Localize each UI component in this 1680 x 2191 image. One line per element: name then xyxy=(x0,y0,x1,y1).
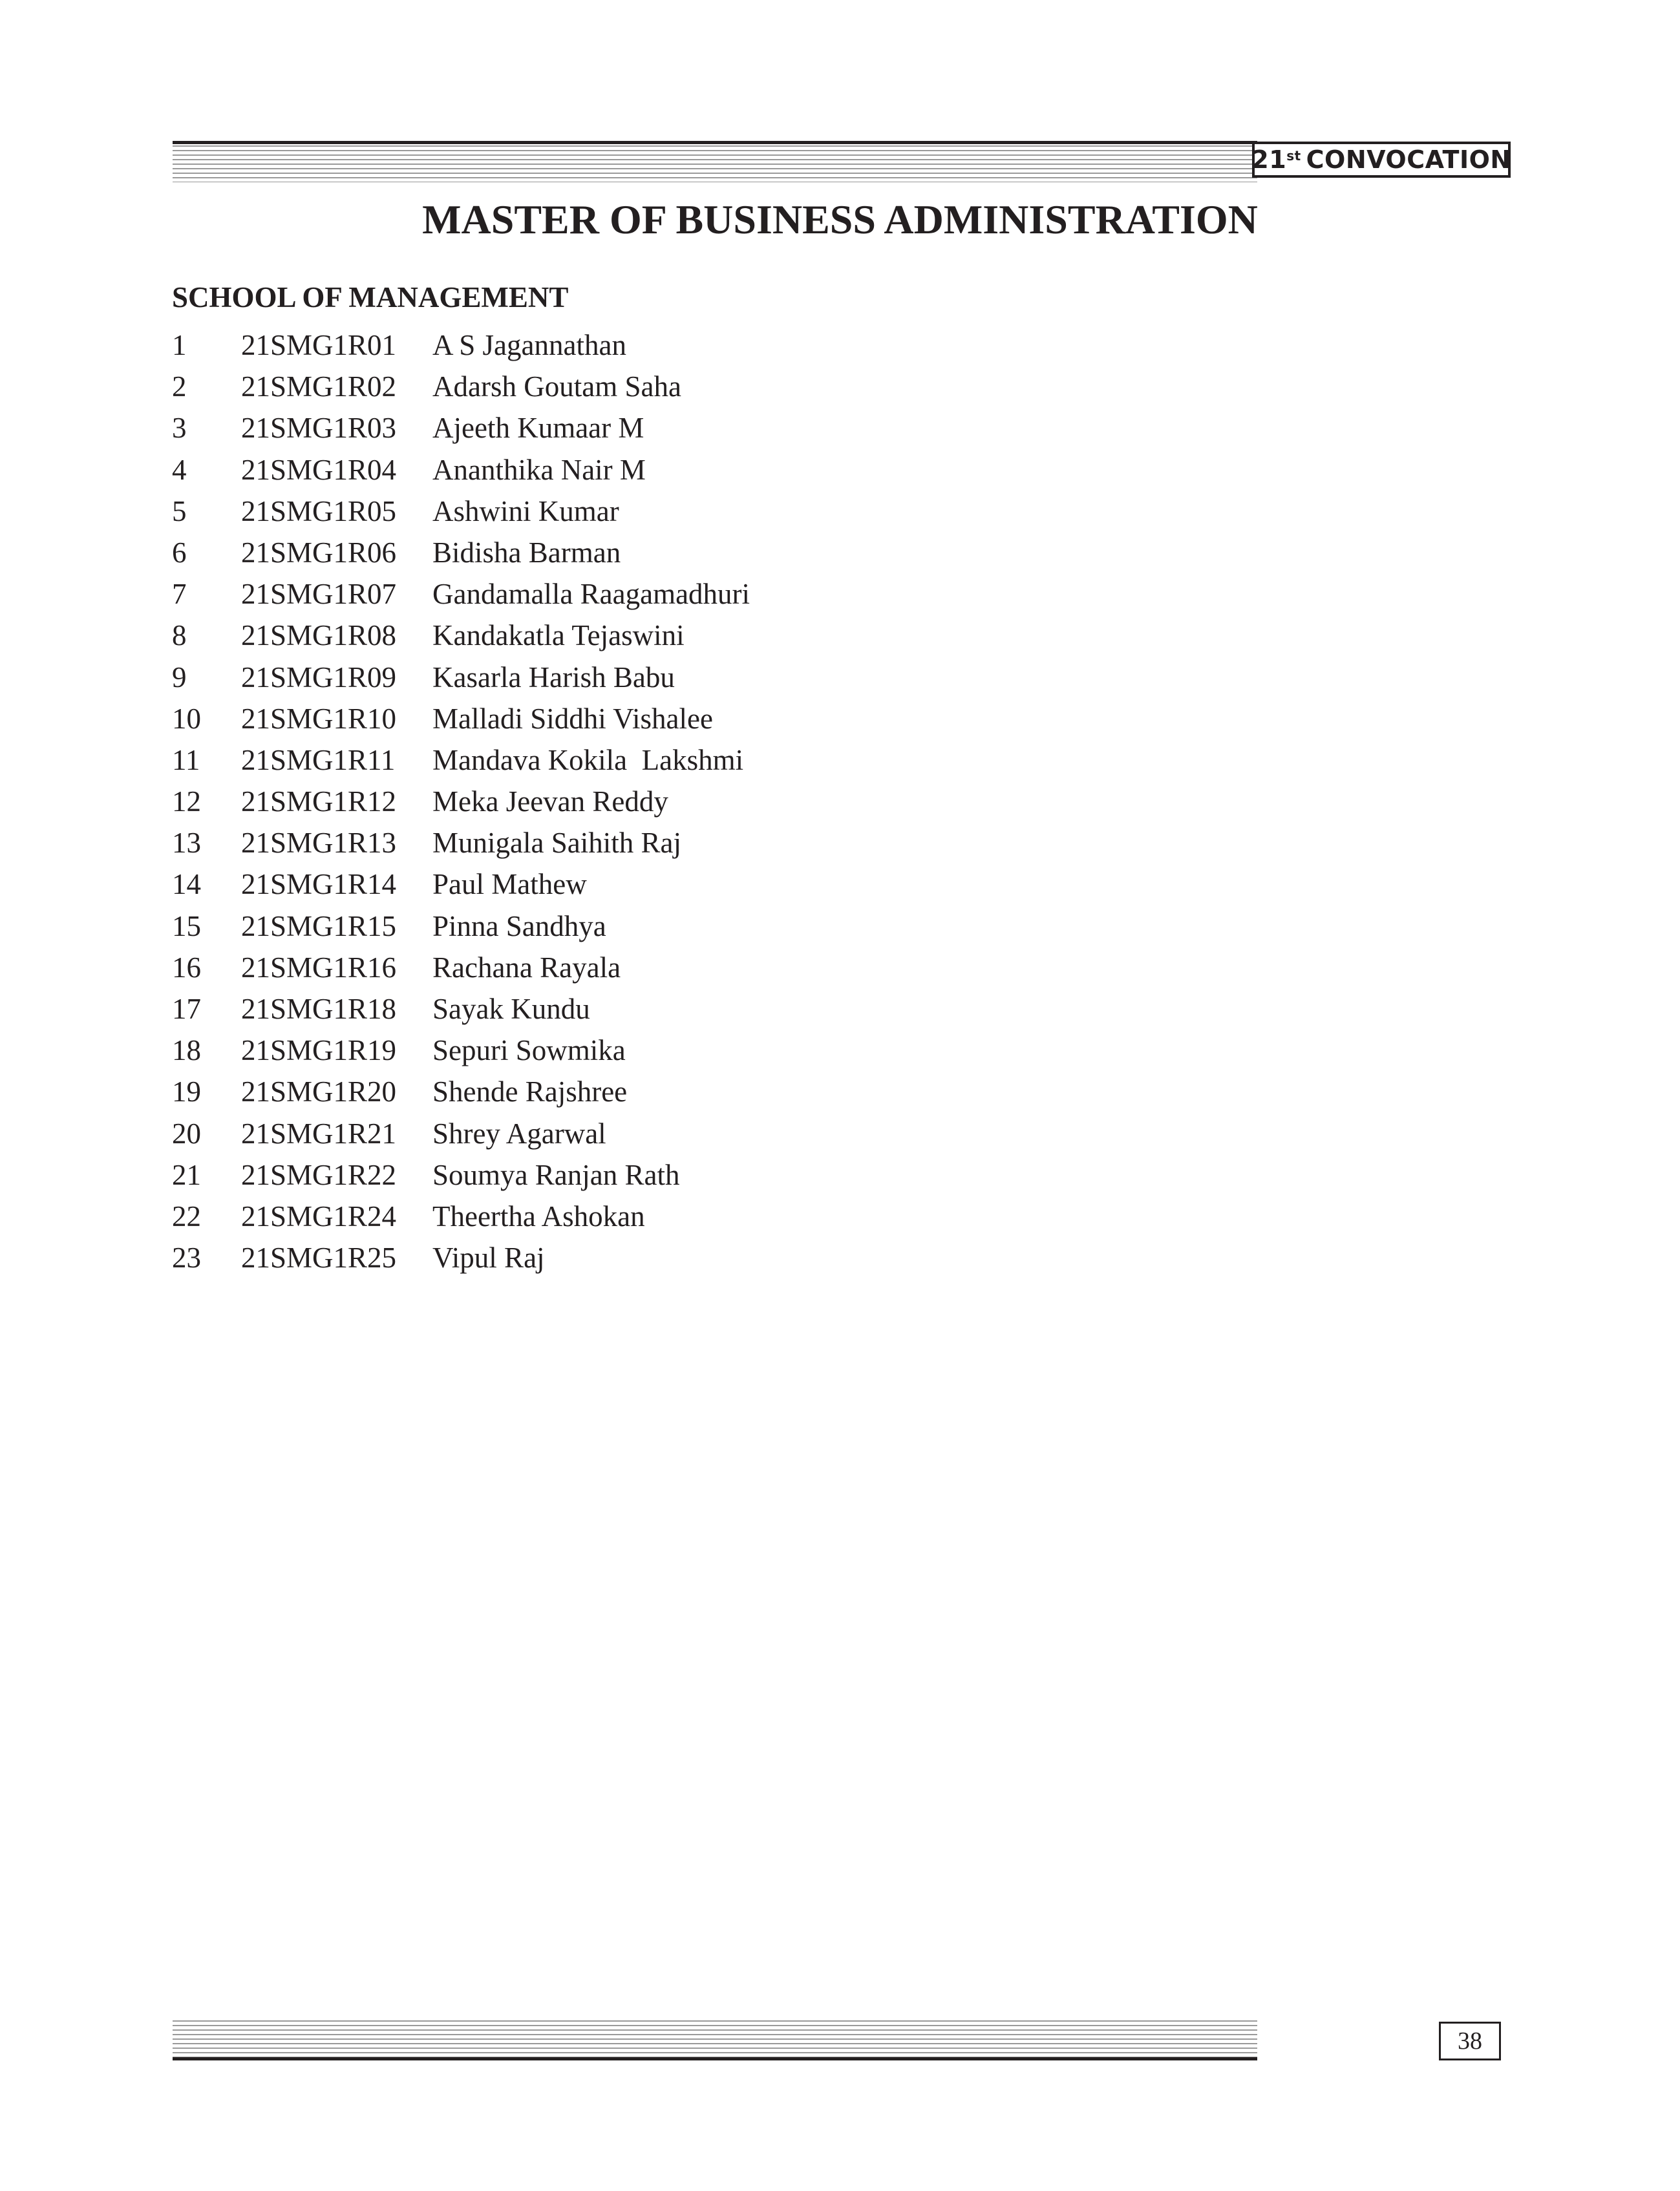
student-name: Kasarla Harish Babu xyxy=(432,661,675,693)
roll-number: 21SMG1R21 xyxy=(241,1117,397,1150)
badge-text: CONVOCATION xyxy=(1306,145,1511,174)
student-row xyxy=(172,532,750,573)
badge-suffix: st xyxy=(1286,148,1301,164)
roll-number: 21SMG1R03 xyxy=(241,412,397,445)
serial-number: 18 xyxy=(172,1034,201,1067)
roll-number: 21SMG1R10 xyxy=(241,702,397,735)
student-name: Gandamalla Raagamadhuri xyxy=(432,578,750,611)
student-row xyxy=(172,822,750,863)
page-number: 38 xyxy=(1439,2022,1501,2060)
serial-number: 21 xyxy=(172,1158,201,1191)
serial-number: 10 xyxy=(172,702,201,735)
footer-rule xyxy=(173,2020,1257,2060)
serial-number: 15 xyxy=(172,909,201,942)
student-row xyxy=(172,1154,750,1196)
roll-number: 21SMG1R05 xyxy=(241,494,397,527)
roll-number: 21SMG1R11 xyxy=(241,743,396,776)
student-row xyxy=(172,657,750,698)
student-name: Paul Mathew xyxy=(432,868,587,901)
student-name: Bidisha Barman xyxy=(432,536,621,569)
roll-number: 21SMG1R18 xyxy=(241,993,397,1025)
serial-number: 5 xyxy=(172,494,187,527)
student-name: Soumya Ranjan Rath xyxy=(432,1158,680,1191)
serial-number: 11 xyxy=(172,743,200,776)
student-row xyxy=(172,324,750,366)
serial-number: 20 xyxy=(172,1117,201,1150)
serial-number: 13 xyxy=(172,827,201,860)
roll-number: 21SMG1R15 xyxy=(241,909,397,942)
student-name: A S Jagannathan xyxy=(432,329,626,361)
student-row xyxy=(172,366,750,407)
student-row xyxy=(172,1237,750,1278)
student-name: Ajeeth Kumaar M xyxy=(432,412,644,445)
roll-number: 21SMG1R12 xyxy=(241,785,397,818)
serial-number: 1 xyxy=(172,329,187,361)
serial-number: 6 xyxy=(172,536,187,569)
student-name: Theertha Ashokan xyxy=(432,1200,645,1233)
student-row xyxy=(172,905,750,947)
student-row xyxy=(172,739,750,781)
roll-number: 21SMG1R19 xyxy=(241,1034,397,1067)
student-name: Meka Jeevan Reddy xyxy=(432,785,668,818)
student-row xyxy=(172,863,750,905)
student-name: Pinna Sandhya xyxy=(432,909,606,942)
student-row xyxy=(172,407,750,449)
roll-number: 21SMG1R13 xyxy=(241,827,397,860)
header-rule xyxy=(173,141,1257,182)
student-name: Mandava Kokila Lakshmi xyxy=(432,743,744,776)
student-name: Shrey Agarwal xyxy=(432,1117,606,1150)
serial-number: 7 xyxy=(172,578,187,611)
student-name: Ashwini Kumar xyxy=(432,494,619,527)
serial-number: 8 xyxy=(172,619,187,652)
convocation-badge xyxy=(1252,142,1511,178)
student-name: Sepuri Sowmika xyxy=(432,1034,626,1067)
serial-number: 17 xyxy=(172,993,201,1025)
student-row xyxy=(172,573,750,615)
roll-number: 21SMG1R09 xyxy=(241,661,397,693)
student-name: Vipul Raj xyxy=(432,1242,545,1275)
student-row xyxy=(172,1030,750,1071)
serial-number: 22 xyxy=(172,1200,201,1233)
student-row xyxy=(172,449,750,491)
serial-number: 3 xyxy=(172,412,187,445)
roll-number: 21SMG1R01 xyxy=(241,329,397,361)
student-name: Malladi Siddhi Vishalee xyxy=(432,702,713,735)
student-name: Kandakatla Tejaswini xyxy=(432,619,685,652)
student-name: Rachana Rayala xyxy=(432,951,621,984)
roll-number: 21SMG1R06 xyxy=(241,536,397,569)
student-row xyxy=(172,1113,750,1154)
serial-number: 9 xyxy=(172,661,187,693)
student-list xyxy=(172,324,750,1278)
student-row xyxy=(172,1196,750,1237)
serial-number: 4 xyxy=(172,453,187,486)
roll-number: 21SMG1R07 xyxy=(241,578,397,611)
serial-number: 12 xyxy=(172,785,201,818)
page-title: MASTER OF BUSINESS ADMINISTRATION xyxy=(422,196,1258,242)
roll-number: 21SMG1R22 xyxy=(241,1158,397,1191)
badge-number: 21 xyxy=(1251,145,1287,174)
student-name: Ananthika Nair M xyxy=(432,453,646,486)
roll-number: 21SMG1R14 xyxy=(241,868,397,901)
serial-number: 14 xyxy=(172,868,201,901)
roll-number: 21SMG1R02 xyxy=(241,370,397,403)
student-name: Sayak Kundu xyxy=(432,993,590,1025)
roll-number: 21SMG1R25 xyxy=(241,1242,397,1275)
serial-number: 23 xyxy=(172,1242,201,1275)
roll-number: 21SMG1R08 xyxy=(241,619,397,652)
roll-number: 21SMG1R04 xyxy=(241,453,397,486)
student-name: Adarsh Goutam Saha xyxy=(432,370,681,403)
serial-number: 2 xyxy=(172,370,187,403)
student-row xyxy=(172,947,750,988)
roll-number: 21SMG1R20 xyxy=(241,1075,397,1108)
roll-number: 21SMG1R24 xyxy=(241,1200,397,1233)
student-name: Shende Rajshree xyxy=(432,1075,628,1108)
student-row xyxy=(172,491,750,532)
student-row xyxy=(172,615,750,656)
student-name: Munigala Saihith Raj xyxy=(432,827,681,860)
student-row xyxy=(172,781,750,822)
serial-number: 19 xyxy=(172,1075,201,1108)
roll-number: 21SMG1R16 xyxy=(241,951,397,984)
student-row xyxy=(172,698,750,739)
student-row xyxy=(172,988,750,1030)
student-row xyxy=(172,1071,750,1112)
serial-number: 16 xyxy=(172,951,201,984)
school-heading: SCHOOL OF MANAGEMENT xyxy=(172,281,569,313)
